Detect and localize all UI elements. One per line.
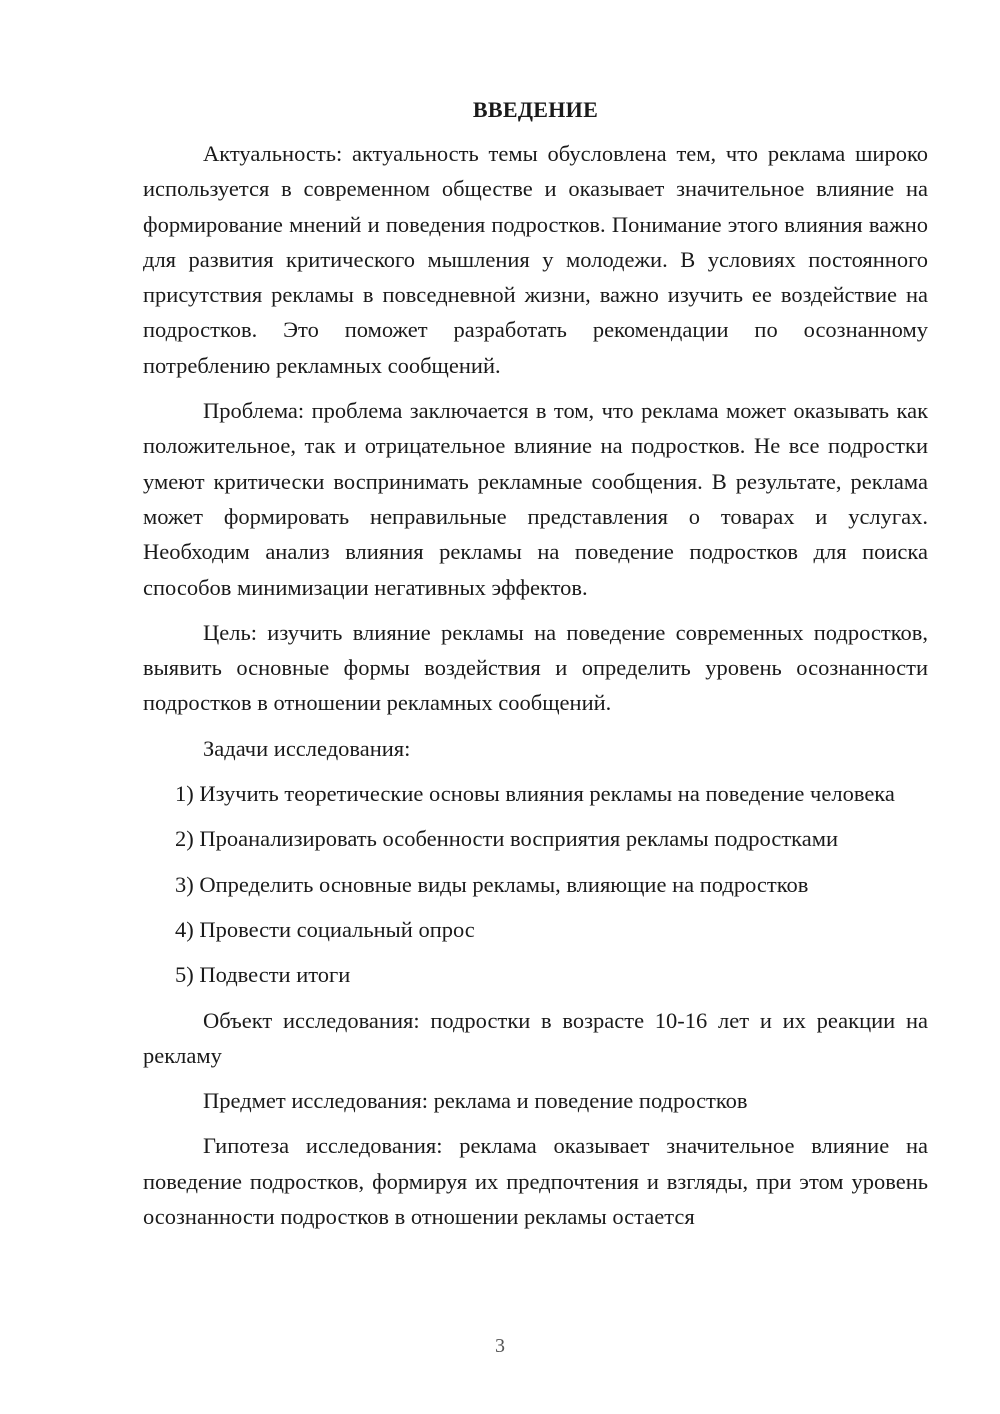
section-heading: ВВЕДЕНИЕ — [472, 97, 599, 122]
page-number: 3 — [495, 1335, 505, 1357]
task-item-4: 4) Провести социальный опрос — [175, 916, 475, 942]
task-item-1: 1) Изучить теоретические основы влияния рекламы на поведение человека — [175, 781, 895, 807]
paragraph-problem: Проблема: проблема заключается в том, что реклама может оказывать как положительное, так и отрицательное влияние на подростков. Не все подростки умеют критически воспринимать рекламные сообщения. В результате, реклама может формировать неправильные представления о товарах и услугах. Необходим анализ влияния рекламы на поведение подростков для поиска способов минимизации негативных эффектов. — [143, 398, 928, 600]
paragraph-object: Объект исследования: подростки в возрасте 10-16 лет и их реакции на рекламу — [143, 1007, 928, 1068]
tasks-list — [143, 776, 928, 992]
task-item-5: 5) Подвести итоги — [175, 962, 351, 988]
task-item-3: 3) Определить основные виды рекламы, влияющие на подростков — [175, 871, 809, 897]
paragraph-tasks-title: Задачи исследования: — [203, 735, 411, 761]
paragraph-subject: Предмет исследования: реклама и поведение подростков — [203, 1088, 748, 1114]
page-content — [143, 95, 928, 1234]
paragraph-relevance: Актуальность: актуальность темы обусловлена тем, что реклама широко используется в современном обществе и оказывает значительное влияние на формирование мнений и поведения подростков. Понимание этого влияния важно для развития критического мышления у молодежи. В условиях постоянного присутствия рекламы в повседневной жизни, важно изучить ее воздействие на подростков. Это поможет разработать рекомендации по осознанному потреблению рекламных сообщений. — [143, 141, 928, 378]
paragraph-hypothesis: Гипотеза исследования: реклама оказывает значительное влияние на поведение подростков, формируя их предпочтения и взгляды, при этом уровень осознанности подростков в отношении рекламы остается — [143, 1133, 928, 1230]
task-item-2: 2) Проанализировать особенности восприятия рекламы подростками — [175, 826, 839, 852]
paragraph-goal: Цель: изучить влияние рекламы на поведение современных подростков, выявить основные формы воздействия и определить уровень осознанности подростков в отношении рекламных сообщений. — [143, 619, 928, 716]
